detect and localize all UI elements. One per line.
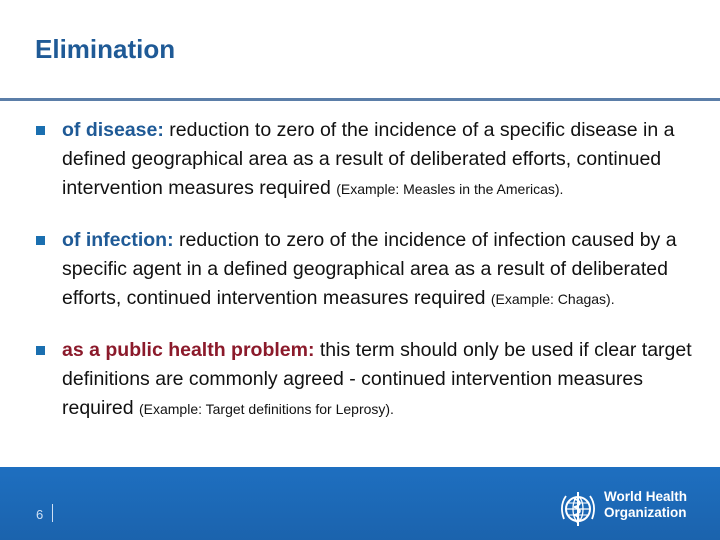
- who-wordmark: [604, 489, 687, 521]
- page-number: 6: [36, 507, 44, 522]
- bullet-example: (Example: Target definitions for Leprosy).: [138, 401, 394, 417]
- bullet-term: as a public health problem:: [62, 339, 315, 361]
- org-name-line1: World Health: [604, 489, 688, 504]
- slide-footer: [0, 467, 720, 540]
- square-bullet-icon: [36, 346, 45, 355]
- who-emblem-icon: [558, 489, 598, 529]
- bullet-list: [36, 116, 696, 424]
- bullet-example: (Example: Measles in the Americas).: [336, 181, 564, 197]
- title-divider: [0, 98, 720, 101]
- slide-title: Elimination: [35, 34, 176, 64]
- square-bullet-icon: [36, 236, 45, 245]
- bullet-text: reduction to zero of the incidence of a specific disease in a defined geographical area as a result of deliberated efforts, continued intervention measures required: [62, 119, 675, 199]
- square-bullet-icon: [36, 126, 45, 135]
- bullet-item-disease: [36, 116, 696, 204]
- org-name-line2: Organization: [604, 505, 687, 520]
- bullet-term: of disease:: [62, 119, 164, 141]
- page-number-divider: [52, 504, 53, 522]
- bullet-text: this term should only be used if clear target definitions are commonly agreed - continued intervention measures required: [62, 339, 692, 419]
- bullet-term: of infection:: [62, 229, 174, 251]
- bullet-item-infection: [36, 226, 696, 314]
- bullet-example: (Example: Chagas).: [490, 291, 615, 307]
- bullet-text: reduction to zero of the incidence of infection caused by a specific agent in a defined geographical area as a result of deliberated efforts, continued intervention measures required: [62, 229, 677, 309]
- bullet-item-public-health: [36, 336, 696, 424]
